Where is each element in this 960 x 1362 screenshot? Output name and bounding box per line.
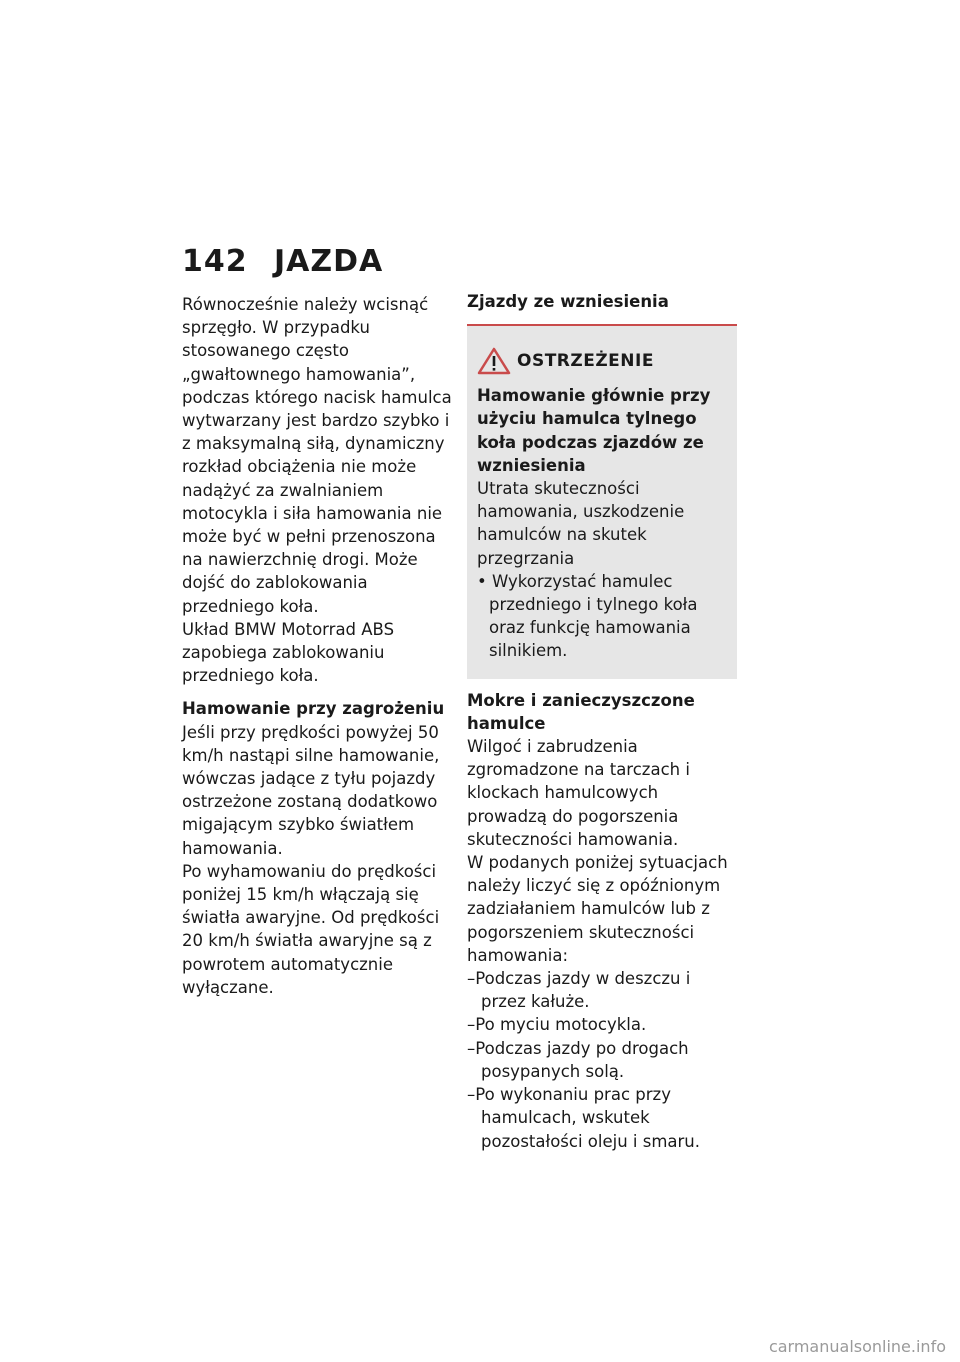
page-header: [182, 244, 383, 279]
wet-brakes-heading: Mokre i zanieczyszczone hamulce: [467, 690, 695, 733]
emergency-braking-heading: Hamowanie przy zagrożeniu: [182, 699, 445, 719]
warning-bullet-text: Wykorzystać hamulec przedniego i tylnego koła oraz funkcję hamowania silnikiem.: [489, 571, 698, 661]
list-item-text: Po wykonaniu prac przy hamulcach, wskutek pozostałości oleju i smaru.: [475, 1085, 700, 1151]
warning-title: OSTRZEŻENIE: [517, 350, 654, 371]
left-column: [182, 293, 452, 999]
wet-brakes-paragraph-1: Wilgoć i zabrudzenia zgromadzone na tarczach i klockach hamulcowych prowadzą do pogorszenia skuteczności hamowania.: [467, 737, 690, 849]
intro-paragraph: Równocześnie należy wcisnąć sprzęgło. W przypadku stosowanego często „gwałtownego hamowania”, podczas którego nacisk hamulca wytwarzany jest bardzo szybko i z maksymalną siłą, dynamiczny rozkład obciążenia nie może nadążyć za zwalnianiem motocykla i siła hamowania nie może być w pełni przenoszona na nawierzchnię drogi. Może dojść do zablokowania przedniego koła.: [182, 295, 452, 616]
right-column: [467, 290, 737, 1153]
section-title: JAZDA: [274, 244, 384, 279]
downhill-heading: Zjazdy ze wzniesienia: [467, 292, 669, 311]
watermark: carmanualsonline.info: [768, 1337, 946, 1356]
wet-brakes-paragraph-2: W podanych poniżej sytuacjach należy liczyć się z opóźnionym zadziałaniem hamulców lub z pogorszeniem skuteczności hamowania:: [467, 853, 728, 965]
warning-body: Utrata skuteczności hamowania, uszkodzenie hamulców na skutek przegrzania: [477, 479, 685, 568]
list-item-text: Podczas jazdy w deszczu i przez kałuże.: [475, 969, 691, 1012]
warning-triangle-icon: [477, 346, 511, 376]
list-item: –Podczas jazdy po drogach posypanych solą.: [467, 1038, 689, 1081]
warning-header: [477, 346, 729, 376]
list-item: –Po myciu motocykla.: [467, 1015, 647, 1035]
emergency-paragraph-2: Po wyhamowaniu do prędkości poniżej 15 km/h włączają się światła awaryjne. Od prędkości 20 km/h światła awaryjne są z powrotem automatycznie wyłączane.: [182, 861, 440, 997]
warning-box: [467, 324, 737, 678]
page-number: 142: [182, 244, 248, 279]
list-item-text: Podczas jazdy po drogach posypanych solą.: [475, 1038, 689, 1081]
warning-bullet: • Wykorzystać hamulec przedniego i tylnego koła oraz funkcję hamowania silnikiem.: [477, 571, 698, 661]
list-item-text: Po myciu motocykla.: [475, 1015, 647, 1035]
warning-subtitle: Hamowanie głównie przy użyciu hamulca tylnego koła podczas zjazdów ze wzniesienia: [477, 386, 711, 475]
list-item: –Podczas jazdy w deszczu i przez kałuże.: [467, 969, 691, 1012]
emergency-paragraph-1: Jeśli przy prędkości powyżej 50 km/h nastąpi silne hamowanie, wówczas jadące z tyłu pojazdy ostrzeżone zostaną dodatkowo migającym szybko światłem hamowania.: [182, 722, 440, 858]
list-item: –Po wykonaniu prac przy hamulcach, wskutek pozostałości oleju i smaru.: [467, 1085, 700, 1151]
abs-paragraph: Układ BMW Motorrad ABS zapobiega zablokowaniu przedniego koła.: [182, 619, 395, 686]
